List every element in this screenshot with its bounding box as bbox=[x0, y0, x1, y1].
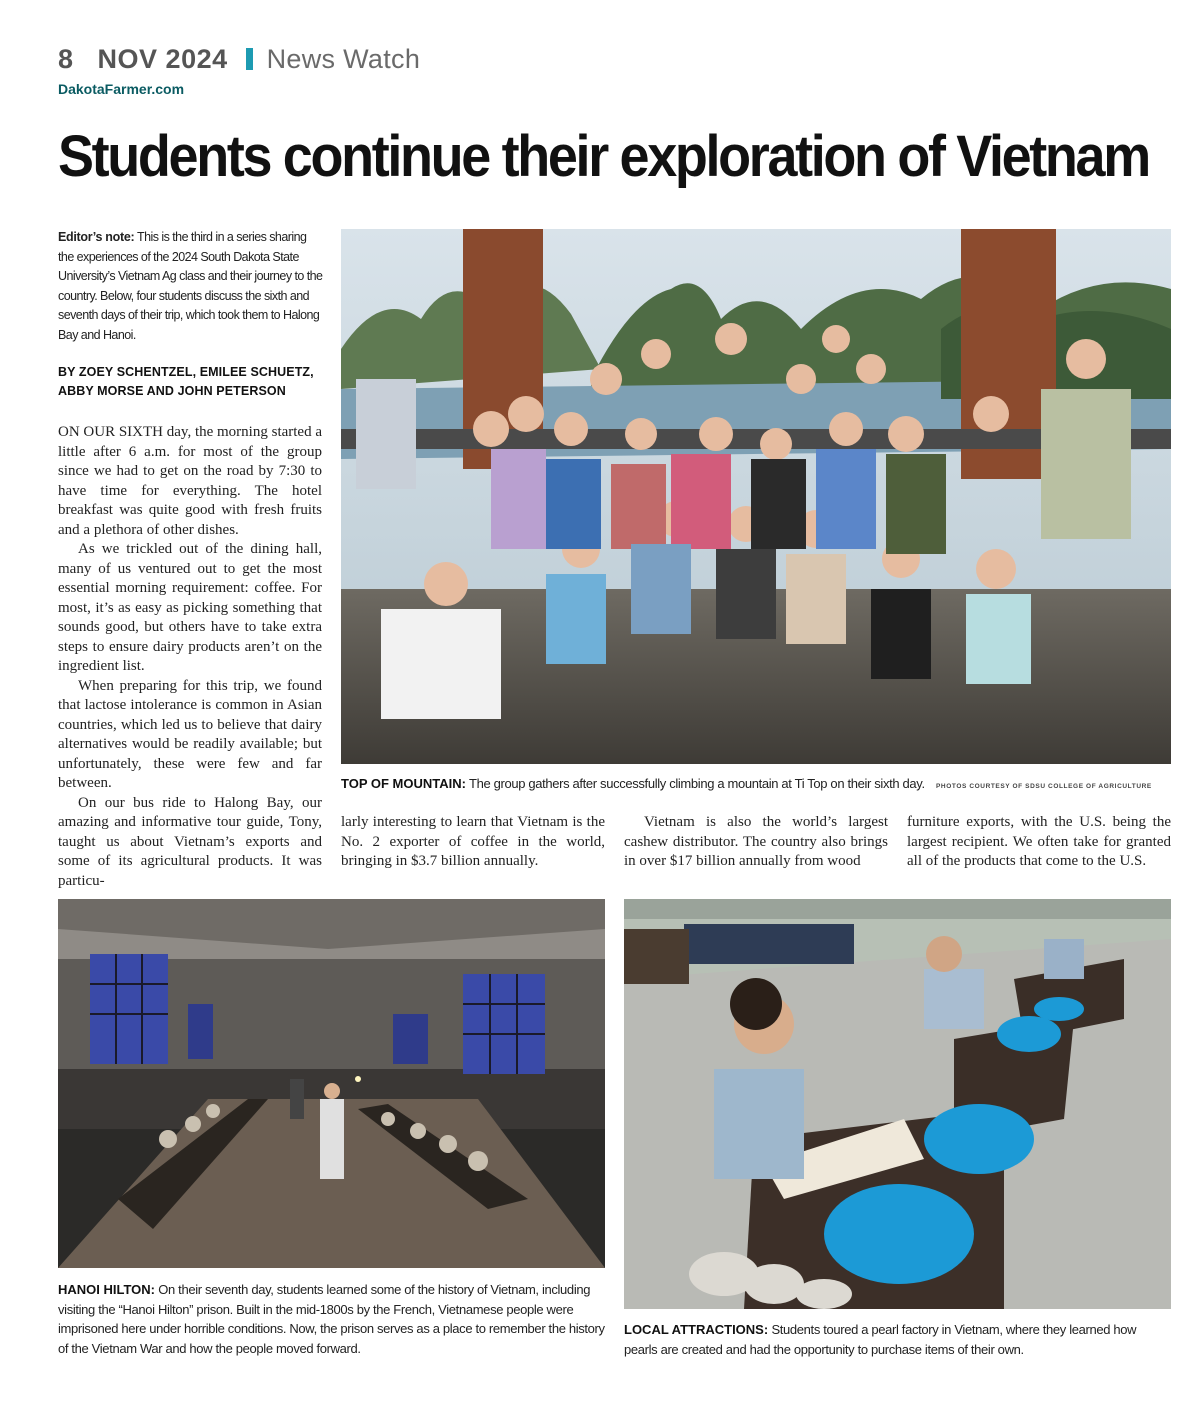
website-url[interactable]: DakotaFarmer.com bbox=[58, 81, 185, 97]
mountain-caption-label: TOP OF MOUNTAIN: bbox=[341, 776, 466, 791]
pearl-factory-caption-label: LOCAL ATTRACTIONS: bbox=[624, 1322, 769, 1337]
byline-line-2: ABBY MORSE AND JOHN PETERSON bbox=[58, 384, 286, 398]
hanoi-hilton-caption-text: On their seventh day, students learned some of the history of Vietnam, including visiting the “Hanoi Hilton” prison. Built in the mid-1800s by the French, Vietnamese people were imprisoned here under horrible conditions. Now, the prison serves as a place to remember the history of the Vietnam War and how the people moved forward. bbox=[58, 1282, 605, 1356]
paragraph: furniture exports, with the U.S. being the largest recipient. We often take for granted all of the products that come to the U.S. bbox=[907, 814, 1171, 869]
pearl-factory-photo bbox=[624, 899, 1171, 1309]
paragraph: larly interesting to learn that Vietnam is the No. 2 exporter of coffee in the world, bringing in $3.7 billion annually. bbox=[341, 814, 605, 869]
pearl-factory-caption-text: Students toured a pearl factory in Vietnam, where they learned how pearls are created and had the opportunity to purchase items of their own. bbox=[624, 1322, 1137, 1357]
paragraph: On our bus ride to Halong Bay, our amazing and informative tour guide, Tony, taught us about Vietnam’s exports and some of its agricultural products. It was particu- bbox=[58, 794, 322, 889]
article-column-4 bbox=[907, 813, 1171, 872]
hanoi-hilton-caption bbox=[58, 1280, 605, 1358]
editors-note-label: Editor’s note: bbox=[58, 230, 135, 244]
section-divider bbox=[246, 48, 253, 70]
section-name: News Watch bbox=[266, 44, 421, 74]
editors-note bbox=[58, 228, 324, 345]
hanoi-hilton-photo bbox=[58, 899, 605, 1268]
mountain-group-photo bbox=[341, 229, 1171, 764]
editors-note-text: This is the third in a series sharing the experiences of the 2024 South Dakota State University’s Vietnam Ag class and their journey to the country. Below, four students discuss the sixth and seventh days of their trip, which took them to Halong Bay and Hanoi. bbox=[58, 230, 323, 342]
mountain-caption-text: The group gathers after successfully climbing a mountain at Ti Top on their sixth day. bbox=[465, 776, 925, 791]
mountain-caption bbox=[341, 774, 1171, 797]
paragraph: Vietnam is also the world’s largest cashew distributor. The country also brings in over $17 billion annually from wood bbox=[624, 814, 888, 869]
article-column-3 bbox=[624, 813, 888, 872]
paragraph: ON OUR SIXTH day, the morning started a little after 6 a.m. for most of the group since we had to get on the road by 7:30 to have time for everything. The hotel breakfast was quite good with fresh fruits and a plethora of other dishes. bbox=[58, 424, 322, 538]
article-column-1 bbox=[58, 423, 322, 891]
issue-date: NOV 2024 bbox=[97, 44, 228, 74]
hanoi-hilton-caption-label: HANOI HILTON: bbox=[58, 1282, 156, 1297]
page-number: 8 bbox=[58, 44, 74, 74]
page-folio bbox=[58, 44, 420, 75]
article-column-2 bbox=[341, 813, 605, 872]
byline-line-1: BY ZOEY SCHENTZEL, EMILEE SCHUETZ, bbox=[58, 365, 314, 379]
paragraph: As we trickled out of the dining hall, many of us ventured out to get the most essential morning requirement: coffee. For most, it’s as easy as picking something that sounds good, but others have to take extra steps to ensure dairy products aren’t on the ingredient list. bbox=[58, 541, 322, 674]
headline: Students continue their exploration of Vietnam bbox=[58, 124, 1149, 189]
photo-credit: PHOTOS COURTESY OF SDSU COLLEGE OF AGRICULTURE bbox=[935, 783, 1152, 790]
pearl-factory-caption bbox=[624, 1320, 1171, 1359]
paragraph: When preparing for this trip, we found that lactose intolerance is common in Asian countries, which led us to believe that dairy alternatives would be readily available; but unfortunately, these were few and far between. bbox=[58, 677, 322, 791]
byline bbox=[58, 363, 324, 401]
